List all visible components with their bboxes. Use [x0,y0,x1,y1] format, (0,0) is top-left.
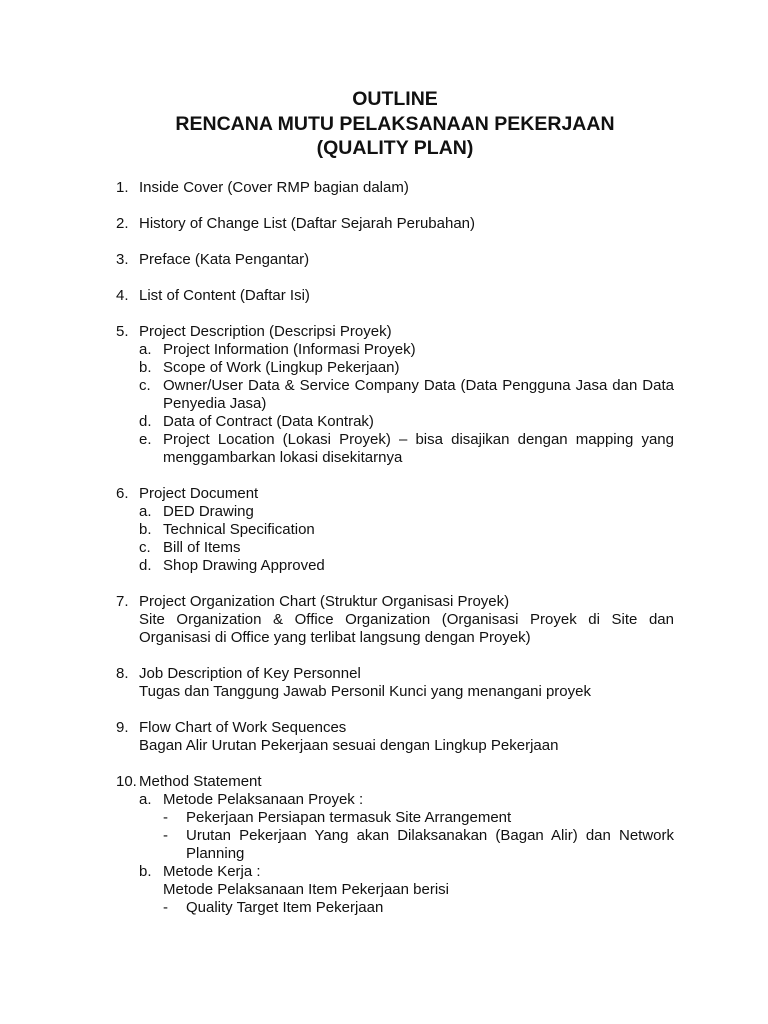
outline-item-5 [116,323,674,467]
sub-item [139,539,674,557]
item-number: 1. [116,178,129,196]
sub-marker: e. [139,430,152,448]
sub-marker: a. [139,340,152,358]
item-description: Tugas dan Tanggung Jawab Personil Kunci yang menangani proyek [139,682,591,700]
item-number: 7. [116,592,129,610]
item-description: Site Organization & Office Organization (Organisasi Proyek di Site dan Organisasi di Office yang terlibat langsung dengan Proyek) [139,610,674,646]
item-text: Inside Cover (Cover RMP bagian dalam) [139,178,409,196]
sub-item [139,341,674,359]
sub-text: Metode Kerja : [163,862,261,880]
item-number: 10. [116,772,137,790]
item-number: 9. [116,718,129,736]
outline-item-3 [116,251,674,269]
sub-item [139,413,674,431]
dash-text: Urutan Pekerjaan Yang akan Dilaksanakan (Bagan Alir) dan Network Planning [186,826,674,862]
dash-item [163,809,674,827]
item-number: 8. [116,664,129,682]
dash-marker: - [163,808,168,826]
dash-marker: - [163,898,168,916]
outline-list [116,179,674,917]
sub-description: Metode Pelaksanaan Item Pekerjaan berisi [163,880,449,898]
item-number: 4. [116,286,129,304]
sub-item [139,557,674,575]
outline-item-1 [116,179,674,197]
item-text: History of Change List (Daftar Sejarah Perubahan) [139,214,476,232]
dash-marker: - [163,826,168,844]
document-title [116,87,674,161]
item-text: Project Document [139,484,259,502]
sub-item [139,359,674,377]
sub-marker: b. [139,520,152,538]
item-text: Job Description of Key Personnel [139,664,361,682]
dash-item [163,827,674,863]
sub-text: Shop Drawing Approved [163,556,325,574]
sub-text: Owner/User Data & Service Company Data (Data Pengguna Jasa dan Data Penyedia Jasa) [163,376,674,412]
title-quality-plan: (QUALITY PLAN) [316,137,474,159]
sub-text: Metode Pelaksanaan Proyek : [163,790,364,808]
sub-text: Bill of Items [163,538,241,556]
dash-text: Pekerjaan Persiapan termasuk Site Arrangement [186,808,512,826]
sub-text: Scope of Work (Lingkup Pekerjaan) [163,358,400,376]
sub-text: Project Location (Lokasi Proyek) – bisa disajikan dengan mapping yang menggambarkan lokasi disekitarnya [163,430,674,466]
item-number: 6. [116,484,129,502]
item-text: Flow Chart of Work Sequences [139,718,347,736]
sub-text: Technical Specification [163,520,315,538]
sub-marker: c. [139,376,151,394]
sub-text: Project Information (Informasi Proyek) [163,340,416,358]
sub-marker: d. [139,556,152,574]
item-text: Project Organization Chart (Struktur Organisasi Proyek) [139,592,510,610]
outline-item-7 [116,593,674,647]
sub-item [139,863,674,917]
sub-item [139,791,674,863]
outline-item-9 [116,719,674,755]
sub-text: DED Drawing [163,502,254,520]
item-number: 2. [116,214,129,232]
title-rencana-mutu: RENCANA MUTU PELAKSANAAN PEKERJAAN [175,112,615,135]
sub-marker: b. [139,862,152,880]
item-text: Preface (Kata Pengantar) [139,250,310,268]
sub-item [139,431,674,467]
sub-item [139,503,674,521]
sub-marker: a. [139,502,152,520]
item-description: Bagan Alir Urutan Pekerjaan sesuai dengan Lingkup Pekerjaan [139,736,559,754]
sub-item [139,521,674,539]
item-number: 5. [116,322,129,340]
sub-marker: b. [139,358,152,376]
dash-text: Quality Target Item Pekerjaan [186,898,384,916]
title-outline: OUTLINE [352,88,438,110]
sub-item [139,377,674,413]
item-number: 3. [116,250,129,268]
outline-item-6 [116,485,674,575]
outline-item-4 [116,287,674,305]
outline-item-10 [116,773,674,917]
sub-marker: c. [139,538,151,556]
sub-text: Data of Contract (Data Kontrak) [163,412,374,430]
sub-marker: d. [139,412,152,430]
item-text: Project Description (Descripsi Proyek) [139,322,392,340]
outline-item-2 [116,215,674,233]
item-text: Method Statement [139,772,262,790]
sub-marker: a. [139,790,152,808]
outline-item-8 [116,665,674,701]
item-text: List of Content (Daftar Isi) [139,286,310,304]
dash-item [163,899,674,917]
